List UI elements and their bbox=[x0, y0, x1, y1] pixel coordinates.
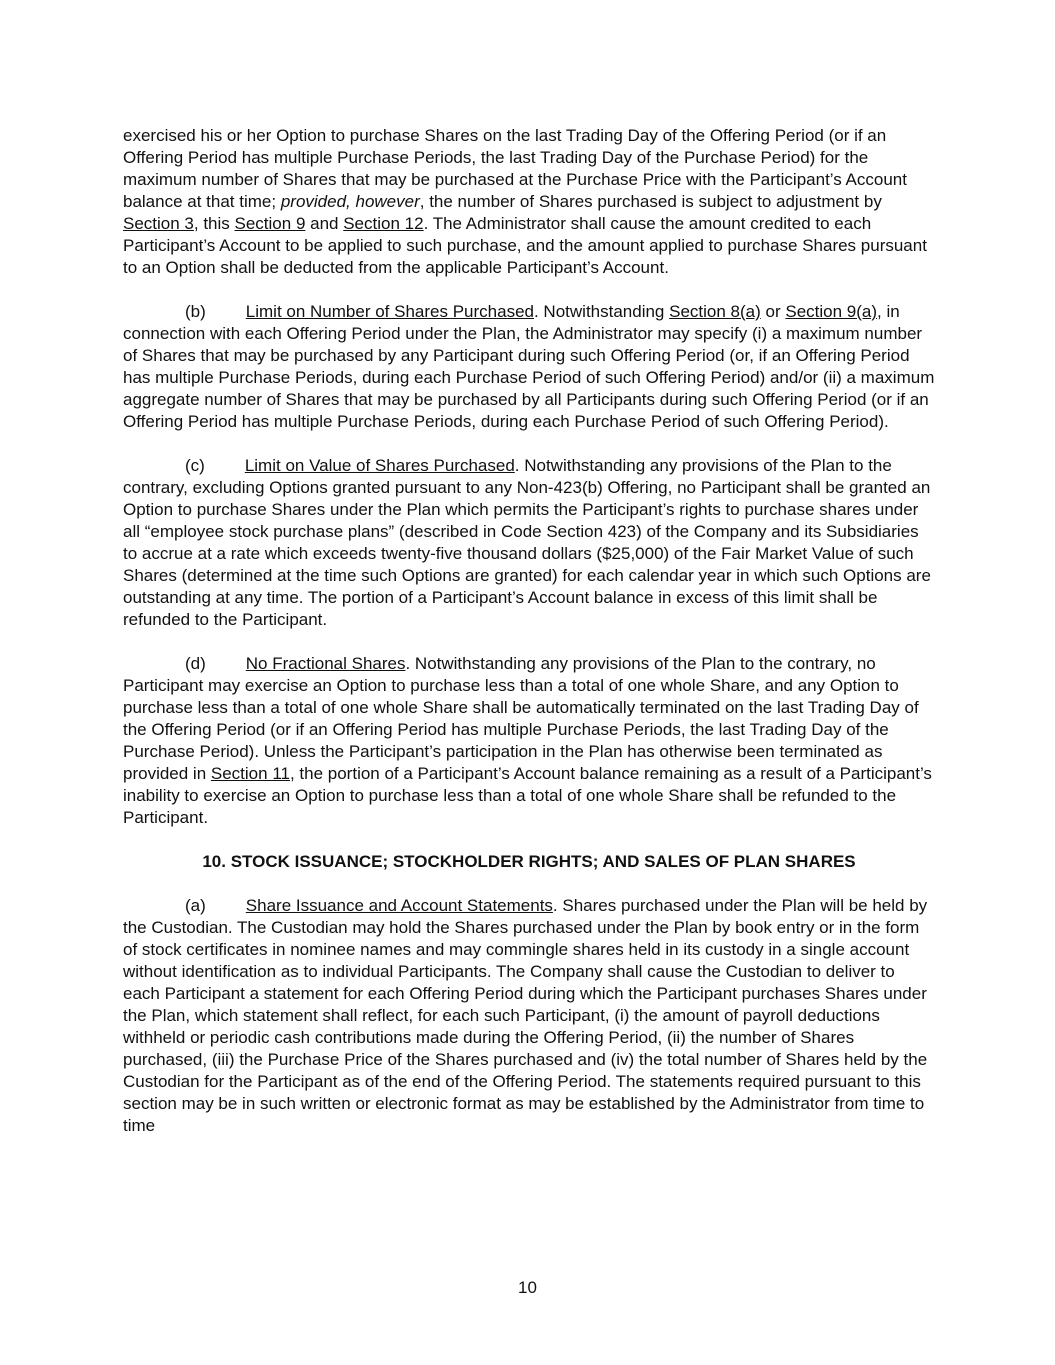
text-run: . Shares purchased under the Plan will be held by the Custodian. The Custodian may hold the Shares purchased under the Plan by book entry or in the form of stock certificates in nominee names and may commingle shares held in its custody in a single account without identification as to individual Participants. The Company shall cause the Custodian to deliver to each Participant a statement for each Offering Period during which the Participant purchases Shares under the Plan, which statement shall reflect, for each such Participant, (i) the amount of payroll deductions withheld or periodic cash contributions made during the Offering Period, (ii) the number of Shares purchased, (iii) the Purchase Price of the Shares purchased and (iv) the total number of Shares held by the Custodian for the Participant as of the end of the Offering Period. The statements required pursuant to this section may be in such written or electronic format as may be established by the Administrator from time to time bbox=[123, 896, 928, 1135]
text-run: Limit on Number of Shares Purchased bbox=[245, 302, 534, 321]
paragraph bbox=[123, 895, 935, 1137]
paragraph bbox=[123, 455, 935, 631]
text-run: No Fractional Shares bbox=[245, 654, 406, 673]
text-run: provided, however bbox=[280, 192, 420, 211]
page-number: 10 bbox=[518, 1278, 537, 1297]
section-heading bbox=[123, 851, 935, 873]
text-run: Section 12 bbox=[343, 214, 424, 233]
text-run: or bbox=[760, 302, 786, 321]
text-run: Section 9 bbox=[234, 214, 306, 233]
text-run: . The Administrator shall cause the amount credited to each Participant’s Account to be applied to such purchase, and the amount applied to purchase Shares pursuant to an Option shall be deducted from the applicable Participant’s Account. bbox=[123, 214, 927, 277]
text-run: 10. STOCK ISSUANCE; STOCKHOLDER RIGHTS; AND SALES OF PLAN SHARES bbox=[202, 852, 856, 871]
text-run: (b) bbox=[185, 302, 206, 321]
text-run: and bbox=[305, 214, 344, 233]
text-run: , the number of Shares purchased is subject to adjustment by bbox=[419, 192, 882, 211]
paragraph bbox=[123, 301, 935, 433]
paragraph bbox=[123, 125, 935, 279]
paragraph bbox=[123, 653, 935, 829]
text-run: exercised his or her Option to purchase Shares on the last Trading Day of the Offering Period (or if an Offering Period has multiple Purchase Periods, the last Trading Day of the Purchase Period) for the maximum number of Shares that may be purchased at the Purchase Price with the Participant’s Account balance at that time; bbox=[123, 126, 907, 211]
text-run: . Notwithstanding bbox=[533, 302, 670, 321]
text-run: Limit on Value of Shares Purchased bbox=[244, 456, 515, 475]
text-run: , in connection with each Offering Period under the Plan, the Administrator may specify (i) a maximum number of Shares that may be purchased by any Participant during such Offering Period (or, if an Offering Period has multiple Purchase Periods, during each Purchase Period of such Offering Period) and/or (ii) a maximum aggregate number of Shares that may be purchased by all Participants during such Offering Period (or if an Offering Period has multiple Purchase Periods, during each Purchase Period of such Offering Period). bbox=[123, 302, 935, 431]
text-run: , this bbox=[193, 214, 235, 233]
text-run: Share Issuance and Account Statements bbox=[245, 896, 553, 915]
text-run: Section 3 bbox=[123, 214, 194, 233]
text-run: (c) bbox=[185, 456, 205, 475]
document-content bbox=[123, 125, 935, 1159]
text-run: Section 11 bbox=[210, 764, 290, 783]
text-run: Section 9(a) bbox=[785, 302, 878, 321]
text-run: , the portion of a Participant’s Account balance remaining as a result of a Participant’s inability to exercise an Option to purchase less than a total of one whole Share shall be refunded to the Participant. bbox=[123, 764, 932, 827]
text-run: . Notwithstanding any provisions of the Plan to the contrary, excluding Options granted pursuant to any Non-423(b) Offering, no Participant shall be granted an Option to purchase Shares under the Plan which permits the Participant’s rights to purchase shares under all “employee stock purchase plans” (described in Code Section 423) of the Company and its Subsidiaries to accrue at a rate which exceeds twenty-five thousand dollars ($25,000) of the Fair Market Value of such Shares (determined at the time such Options are granted) for each calendar year in which such Options are outstanding at any time. The portion of a Participant’s Account balance in excess of this limit shall be refunded to the Participant. bbox=[123, 456, 931, 629]
text-run: (d) bbox=[185, 654, 206, 673]
text-run: (a) bbox=[185, 896, 206, 915]
text-run: . Notwithstanding any provisions of the Plan to the contrary, no Participant may exercise an Option to purchase less than a total of one whole Share, and any Option to purchase less than a total of one whole Share shall be automatically terminated on the last Trading Day of the Offering Period (or if an Offering Period has multiple Purchase Periods, the last Trading Day of the Purchase Period). Unless the Participant’s participation in the Plan has otherwise been terminated as provided in bbox=[123, 654, 919, 783]
text-run: Section 8(a) bbox=[669, 302, 761, 321]
